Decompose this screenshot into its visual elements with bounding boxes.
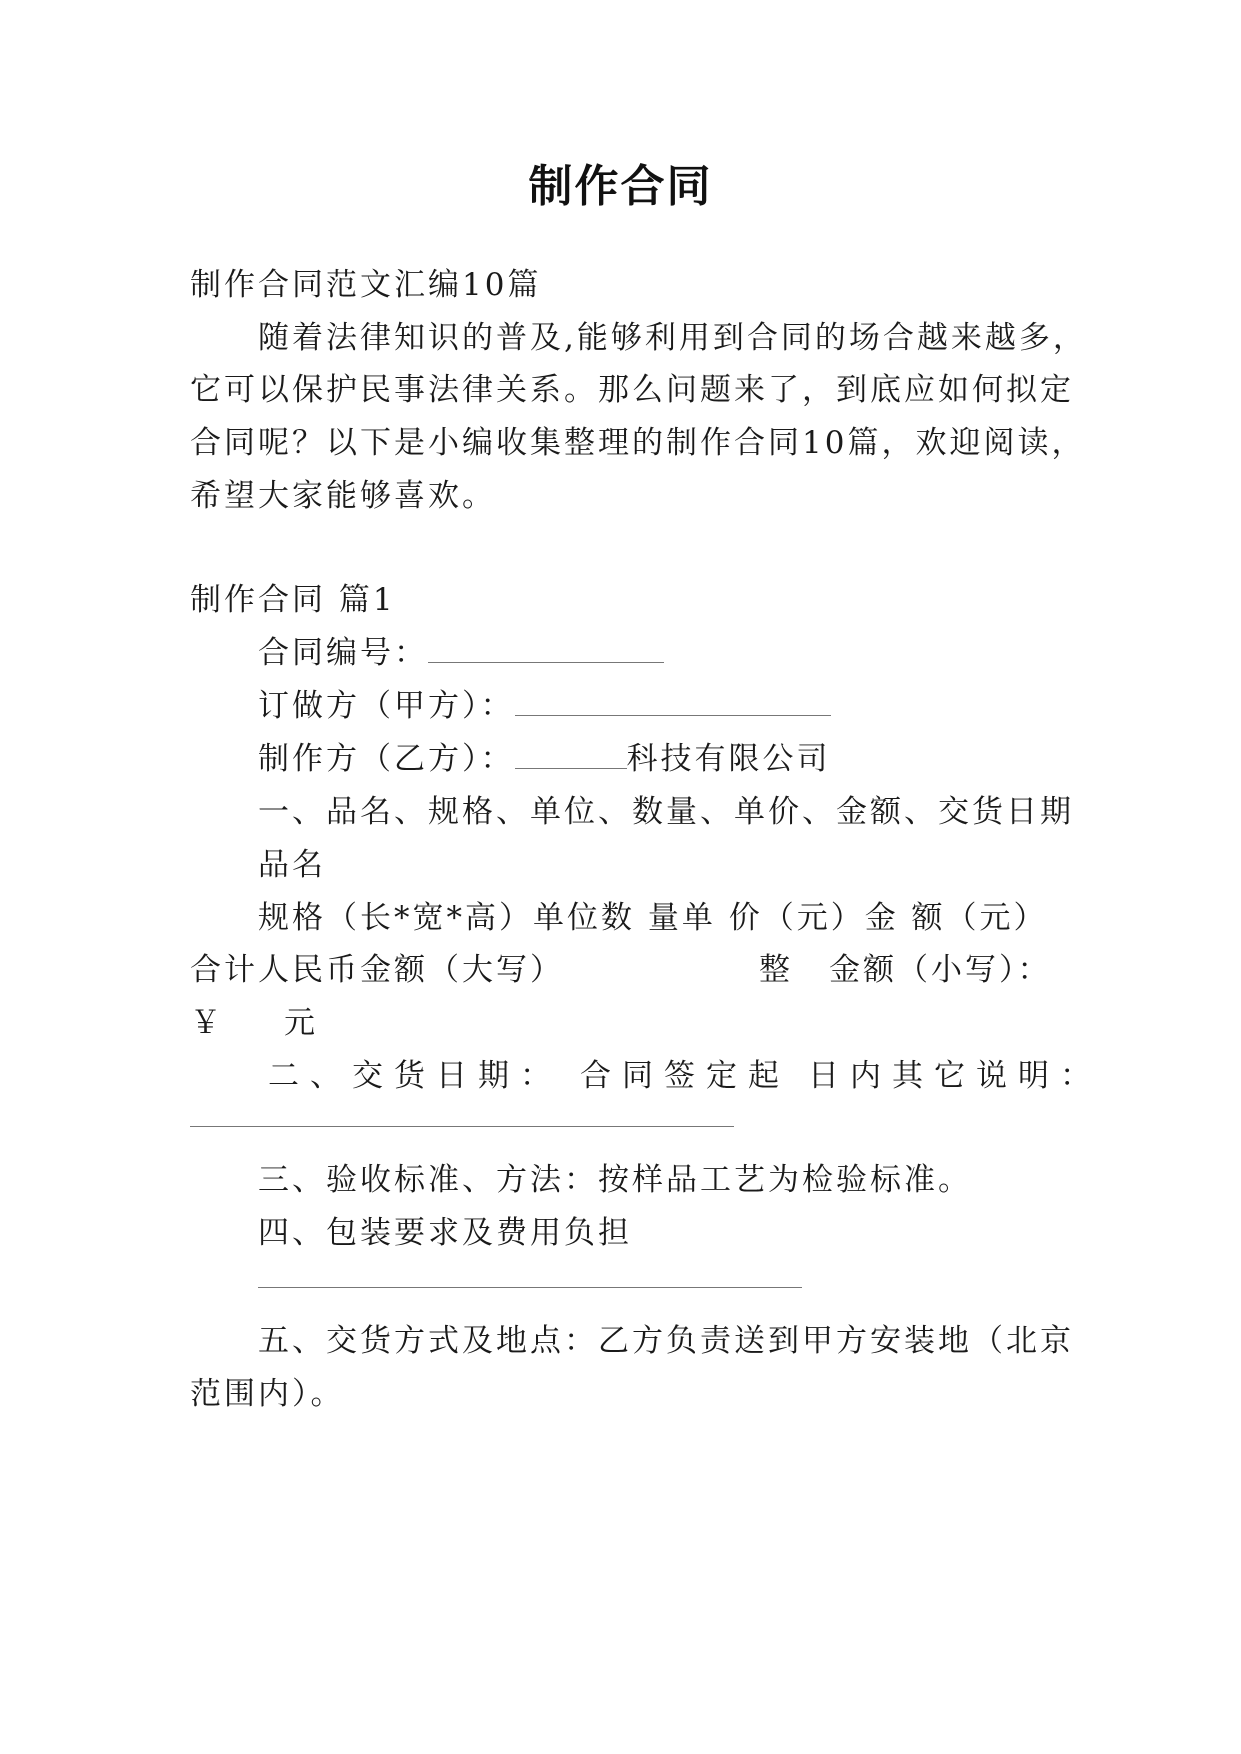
intro-paragraph-line-1: 随着法律知识的普及,能够利用到合同的场合越来越多，: [258, 320, 1087, 356]
maker-label: 制作方（乙方）：: [258, 741, 515, 777]
total-whole-label: 整: [759, 952, 793, 988]
contract-number-label: 合同编号：: [258, 635, 428, 671]
document-title: 制作合同: [528, 161, 713, 212]
total-small-label: 金额（小写）：: [829, 952, 1052, 988]
buyer-label: 订做方（甲方）：: [258, 688, 515, 724]
section1-heading: 制作合同 篇1: [190, 582, 396, 618]
product-name-label: 品名: [258, 847, 326, 883]
item-2-row: [268, 1056, 1102, 1096]
intro-heading: 制作合同范文汇编10篇: [190, 267, 542, 303]
item-2-label: 二、交货日期：: [268, 1058, 562, 1094]
item-5-line-2: 范围内）。: [190, 1376, 345, 1412]
maker-suffix: 科技有限公司: [626, 741, 831, 777]
contract-number-row: [258, 633, 664, 673]
intro-paragraph-line-4: 希望大家能够喜欢。: [190, 478, 496, 514]
item-2-blank-rule[interactable]: [190, 1126, 734, 1127]
contract-number-blank[interactable]: [428, 634, 664, 663]
item-4-blank-rule[interactable]: [258, 1287, 802, 1288]
item-5-line-1: 五、交货方式及地点：乙方负责送到甲方安装地（北京: [258, 1323, 1074, 1359]
item-4: 四、包装要求及费用负担: [258, 1215, 632, 1251]
maker-row: [258, 739, 831, 779]
total-row: [190, 950, 1052, 990]
yuan-label: 元: [284, 1005, 318, 1041]
intro-paragraph-line-2: 它可以保护民事法律关系。那么问题来了，到底应如何拟定: [190, 372, 1074, 408]
item-1: 一、品名、规格、单位、数量、单价、金额、交货日期: [258, 794, 1074, 830]
spec-header: 规格（长*宽*高）单位数 量单 价（元）金 额（元）: [258, 900, 1048, 936]
item-3: 三、验收标准、方法：按样品工艺为检验标准。: [258, 1162, 972, 1198]
maker-blank[interactable]: [515, 740, 627, 769]
buyer-blank[interactable]: [515, 687, 831, 716]
buyer-row: [258, 686, 831, 726]
item-2-signed-label: 合同签定起: [580, 1058, 790, 1094]
yuan-symbol: ￥: [190, 1005, 224, 1041]
total-rmb-label: 合计人民币金额（大写）: [190, 952, 564, 988]
item-2-other-label: 日内其它说明：: [808, 1058, 1102, 1094]
intro-paragraph-line-3: 合同呢？以下是小编收集整理的制作合同10篇，欢迎阅读，: [190, 425, 1086, 461]
yuan-row: [190, 1003, 318, 1043]
